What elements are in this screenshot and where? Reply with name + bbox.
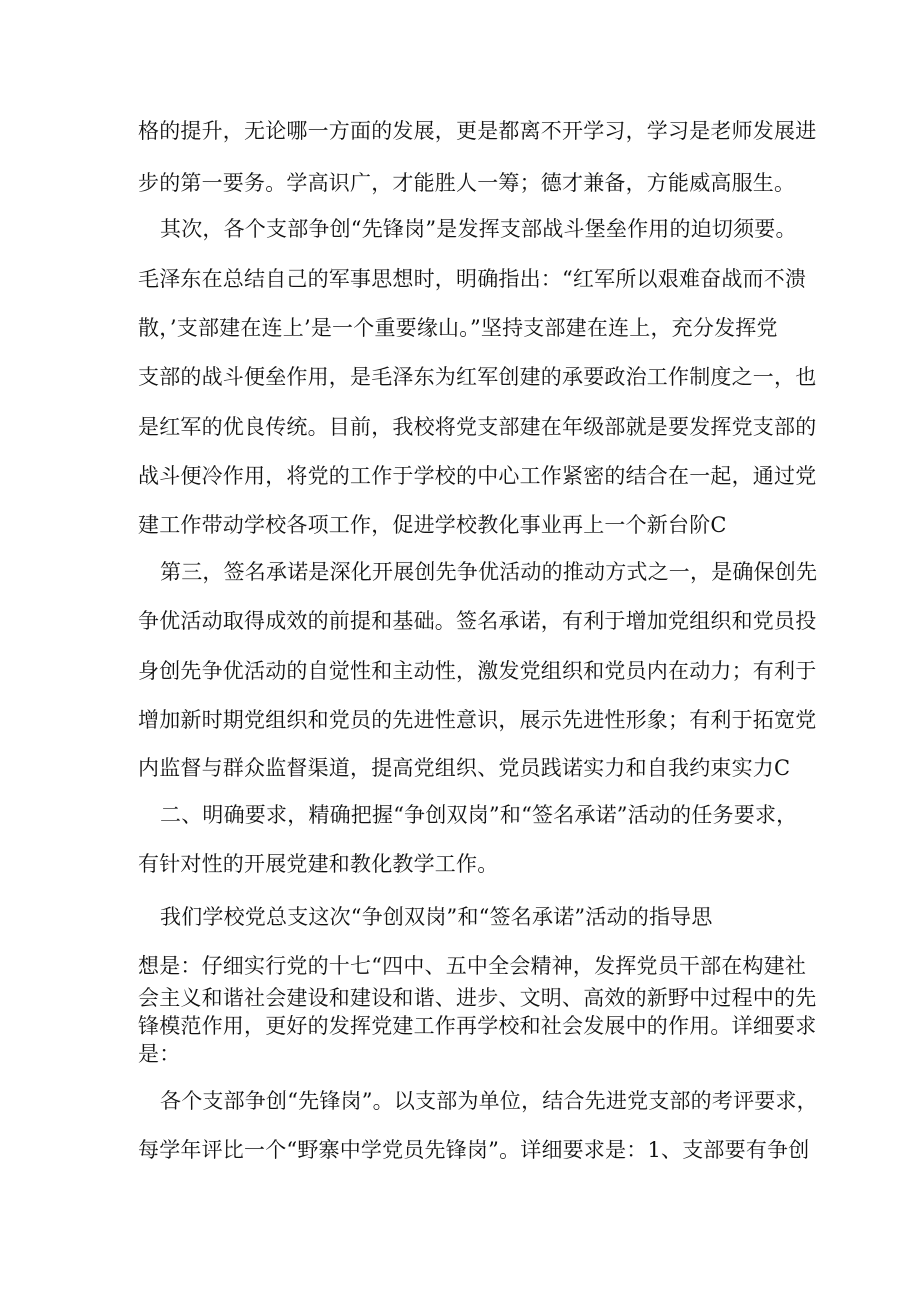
text-line: 第三，签名承诺是深化开展创先争优活动的推动方式之一，是确保创先 bbox=[160, 560, 818, 584]
text-line: 是： bbox=[138, 1042, 181, 1066]
text-line: 格的提升，无论哪一方面的发展，更是都离不开学习，学习是老师发展进 bbox=[138, 119, 817, 143]
text-line: 每学年评比一个“野寨中学党员先锋岗”。详细要求是：1、支部要有争创 bbox=[138, 1138, 810, 1162]
text-line: 其次，各个支部争创“先锋岗”是发挥支部战斗堡垒作用的迫切须要。 bbox=[160, 217, 797, 241]
text-line: 各个支部争创“先锋岗”。以支部为单位，结合先进党支部的考评要求， bbox=[160, 1089, 818, 1113]
text-line: 争优活动取得成效的前提和基础。签名承诺，有利于增加党组织和党员投 bbox=[138, 609, 817, 633]
text-line: 有针对性的开展党建和教化教学工作。 bbox=[138, 852, 499, 876]
text-line: 身创先争优活动的自觉性和主动性，激发党组织和党员内在动力；有利于 bbox=[138, 659, 817, 683]
text-line: 增加新时期党组织和党员的先进性意识，展示先进性形象；有利于拓宽党 bbox=[138, 708, 817, 732]
text-line: 二、明确要求，精确把握“争创双岗”和“签名承诺”活动的任务要求， bbox=[160, 803, 798, 827]
text-line: 支部的战斗便垒作用，是毛泽东为红军创建的承要政治工作制度之一，也 bbox=[138, 365, 817, 389]
text-line: 战斗便冷作用，将党的工作于学校的中心工作紧密的结合在一起，通过党 bbox=[138, 464, 817, 488]
text-line: 会主义和谐社会建设和建设和谐、进步、文明、高效的新野中过程中的先 bbox=[138, 986, 817, 1010]
text-line: 我们学校党总支这次“争创双岗”和“签名承诺”活动的指导思 bbox=[160, 905, 713, 929]
text-line: 步的第一要务。学高识广，才能胜人一筹；德才兼备，方能威高服生。 bbox=[138, 171, 796, 195]
text-line: 毛泽东在总结自己的军事思想时，明确指出：“红军所以艰难奋战而不溃 bbox=[138, 267, 807, 291]
text-line: 散，’支部建在连上’是一个重要缘山。”坚持支部建在连上，充分发挥党 bbox=[138, 316, 778, 340]
text-line: 是红军的优良传统。目前，我校将党支部建在年级部就是要发挥党支部的 bbox=[138, 415, 817, 439]
text-line: 内监督与群众监督渠道，提高党组织、党员践诺实力和自我约束实力C bbox=[138, 756, 791, 780]
text-line: 想是：仔细实行党的十七“四中、五中全会精神，发挥党员干部在构建社 bbox=[138, 954, 807, 978]
text-line: 锋模范作用，更好的发挥党建工作再学校和社会发展中的作用。详细要求 bbox=[138, 1014, 817, 1038]
text-line: 建工作带动学校各项工作，促进学校教化事业再上一个新台阶C bbox=[138, 513, 727, 537]
